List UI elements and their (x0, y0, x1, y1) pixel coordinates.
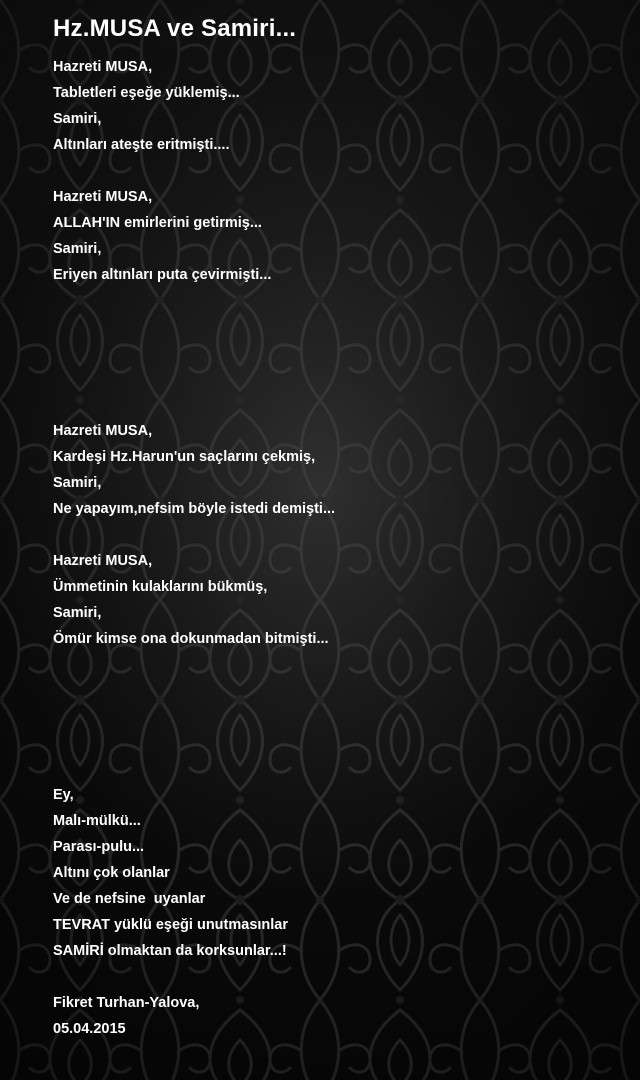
poem-line-blank (53, 366, 623, 392)
poem-line: Samiri, (53, 605, 102, 621)
poem-line: Malı-mülkü... (53, 813, 141, 829)
poem-body (53, 54, 623, 1042)
poem-line: Hazreti MUSA, (53, 189, 153, 205)
poem-line-blank (53, 730, 623, 756)
poem-line-blank (53, 158, 623, 184)
poem-line: Parası-pulu... (53, 839, 145, 855)
poem-line: Eriyen altınları puta çevirmişti... (53, 267, 272, 283)
poem-line: Altınları ateşte eritmişti.... (53, 137, 230, 153)
poem-line-blank (53, 704, 623, 730)
poem-line: ALLAH'IN emirlerini getirmiş... (53, 215, 262, 231)
poem-line: Samiri, (53, 241, 102, 257)
poem-title: Hz.MUSA ve Samiri... (53, 15, 297, 42)
poem-line-blank (53, 288, 623, 314)
poem-line: TEVRAT yüklü eşeği unutmasınlar (53, 917, 289, 933)
poem-line: Ey, (53, 787, 74, 803)
poem-line-blank (53, 678, 623, 704)
poem-line-blank (53, 964, 623, 990)
poem-line: Hazreti MUSA, (53, 553, 153, 569)
poem-content (53, 14, 623, 1042)
poem-line: Kardeşi Hz.Harun'un saçlarını çekmiş, (53, 449, 316, 465)
poem-line-blank (53, 314, 623, 340)
poem-line: Ümmetinin kulaklarını bükmüş, (53, 579, 268, 595)
poem-line: Ömür kimse ona dokunmadan bitmişti... (53, 631, 329, 647)
poem-line: Ne yapayım,nefsim böyle istedi demişti... (53, 501, 336, 517)
poem-line-blank (53, 392, 623, 418)
poem-line: Ve de nefsine uyanlar (53, 891, 206, 907)
poem-line: Fikret Turhan-Yalova, (53, 995, 200, 1011)
poem-line-blank (53, 652, 623, 678)
poem-line-blank (53, 756, 623, 782)
poem-line: SAMİRİ olmaktan da korksunlar...! (53, 943, 287, 959)
poem-line-blank (53, 340, 623, 366)
poem-line: Samiri, (53, 111, 102, 127)
poem-line: Hazreti MUSA, (53, 423, 153, 439)
poem-line: Hazreti MUSA, (53, 59, 153, 75)
poem-line: Samiri, (53, 475, 102, 491)
poem-line-blank (53, 522, 623, 548)
poem-line: Altını çok olanlar (53, 865, 170, 881)
poem-line: Tabletleri eşeğe yüklemiş... (53, 85, 240, 101)
poem-line: 05.04.2015 (53, 1021, 126, 1037)
